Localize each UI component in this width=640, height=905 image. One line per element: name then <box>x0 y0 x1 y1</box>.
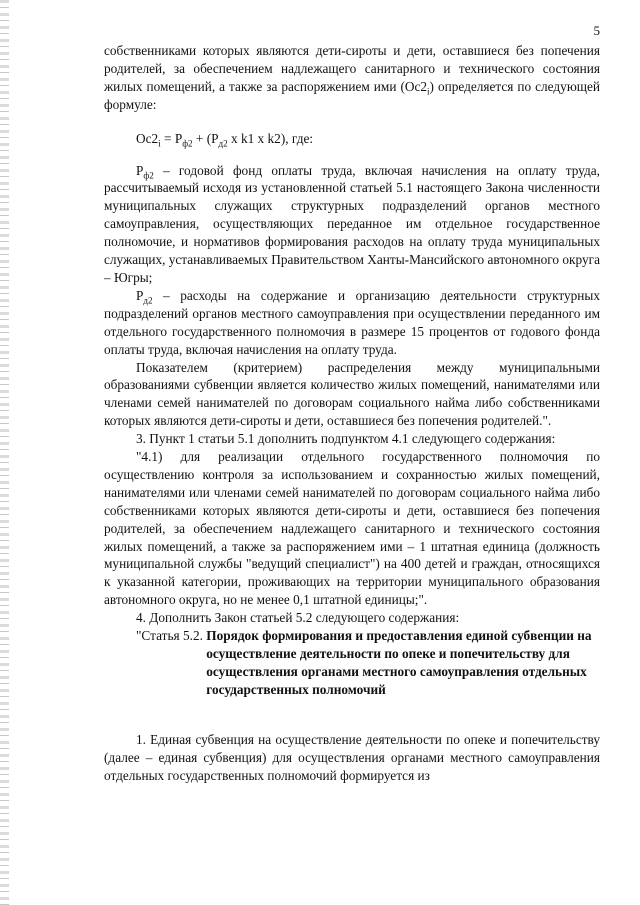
paragraph-formula-intro: собственниками которых являются дети-сироты и дети, оставшиеся без попечения родителей, за обеспечением надлежащего санитарного и технического состояния жилых помещений, а также за распоряжением ими $(Ос2_i)$ определяется по следующей формуле: <box>104 43 601 112</box>
paragraph-article-5-2-point-1: 1. Единая субвенция на осуществление деятельности по опеке и попечительству (далее – единая субвенция) для осуществления органами местного самоуправления отдельных государственных полномочий формируется из <box>104 731 600 783</box>
article-title: Порядок формирования и предоставления единой субвенции на осуществление деятельности по опеке и попечительству для осуществления органами местного самоуправления отдельных государственных полномочий <box>206 628 592 697</box>
formula: $Ос2_i = Р_{ф2} + (Р_{д2}$ х k1 х k2), где: <box>136 130 314 149</box>
paragraph-indicator: Показателем (критерием) распределения между муниципальными образованиями субвенции является количество жилых помещений, нанимателями или членами семей нанимателей по договорам социального найма либо собственниками которых являются дети-сироты и дети, оставшиеся без попечения родителей.". <box>104 359 600 429</box>
paragraph-item-3: 3. Пункт 1 статьи 5.1 дополнить подпунктом 4.1 следующего содержания: <box>136 431 556 447</box>
article-label: "Статья 5.2. <box>136 628 207 644</box>
spacer <box>104 699 600 731</box>
scan-binding-edge <box>0 0 9 905</box>
page-number: 5 <box>593 23 600 38</box>
definition-rd2: $Р_{д2}$ – расходы на содержание и организацию деятельности структурных подразделений органов местного самоуправления при осуществлении переданного им отдельного государственного полномочия в размере 15 процентов от годового фонда оплаты труда, включая начисления на оплату труда. <box>104 287 600 357</box>
paragraph-item-4: 4. Дополнить Закон статьей 5.2 следующего содержания: <box>136 610 460 626</box>
article-heading <box>104 627 600 699</box>
definition-rf2: $Р_{ф2}$ – годовой фонд оплаты труда, включая начисления на оплату труда, рассчитываемый исходя из установленной статьей 5.1 настоящего Закона численности муниципальных служащих структурных подразделений органов местного самоуправления, осуществляющих переданное им отдельное государственное полномочие, и нормативов формирования расходов на оплату труда муниципальных служащих, устанавливаемых Правительством Ханты-Мансийского автономного округа – Югры; <box>104 162 600 285</box>
document-page <box>104 22 600 784</box>
paragraph-subitem-4-1: "4.1) для реализации отдельного государственного полномочия по осуществлению контроля за использованием и сохранностью жилых помещений, нанимателями или членами семей нанимателей по договорам социального найма либо собственниками которых являются дети-сироты и дети, оставшиеся без попечения родителей, за обеспечением надлежащего санитарного и технического состояния жилых помещений, а также за распоряжением ими – 1 штатная единица (должность муниципальной службы "ведущий специалист") на 400 детей и граждан, относящихся к указанной категории, проживающих на территории муниципального образования автономного округа, но не менее 0,1 штатной единицы;". <box>104 449 600 608</box>
